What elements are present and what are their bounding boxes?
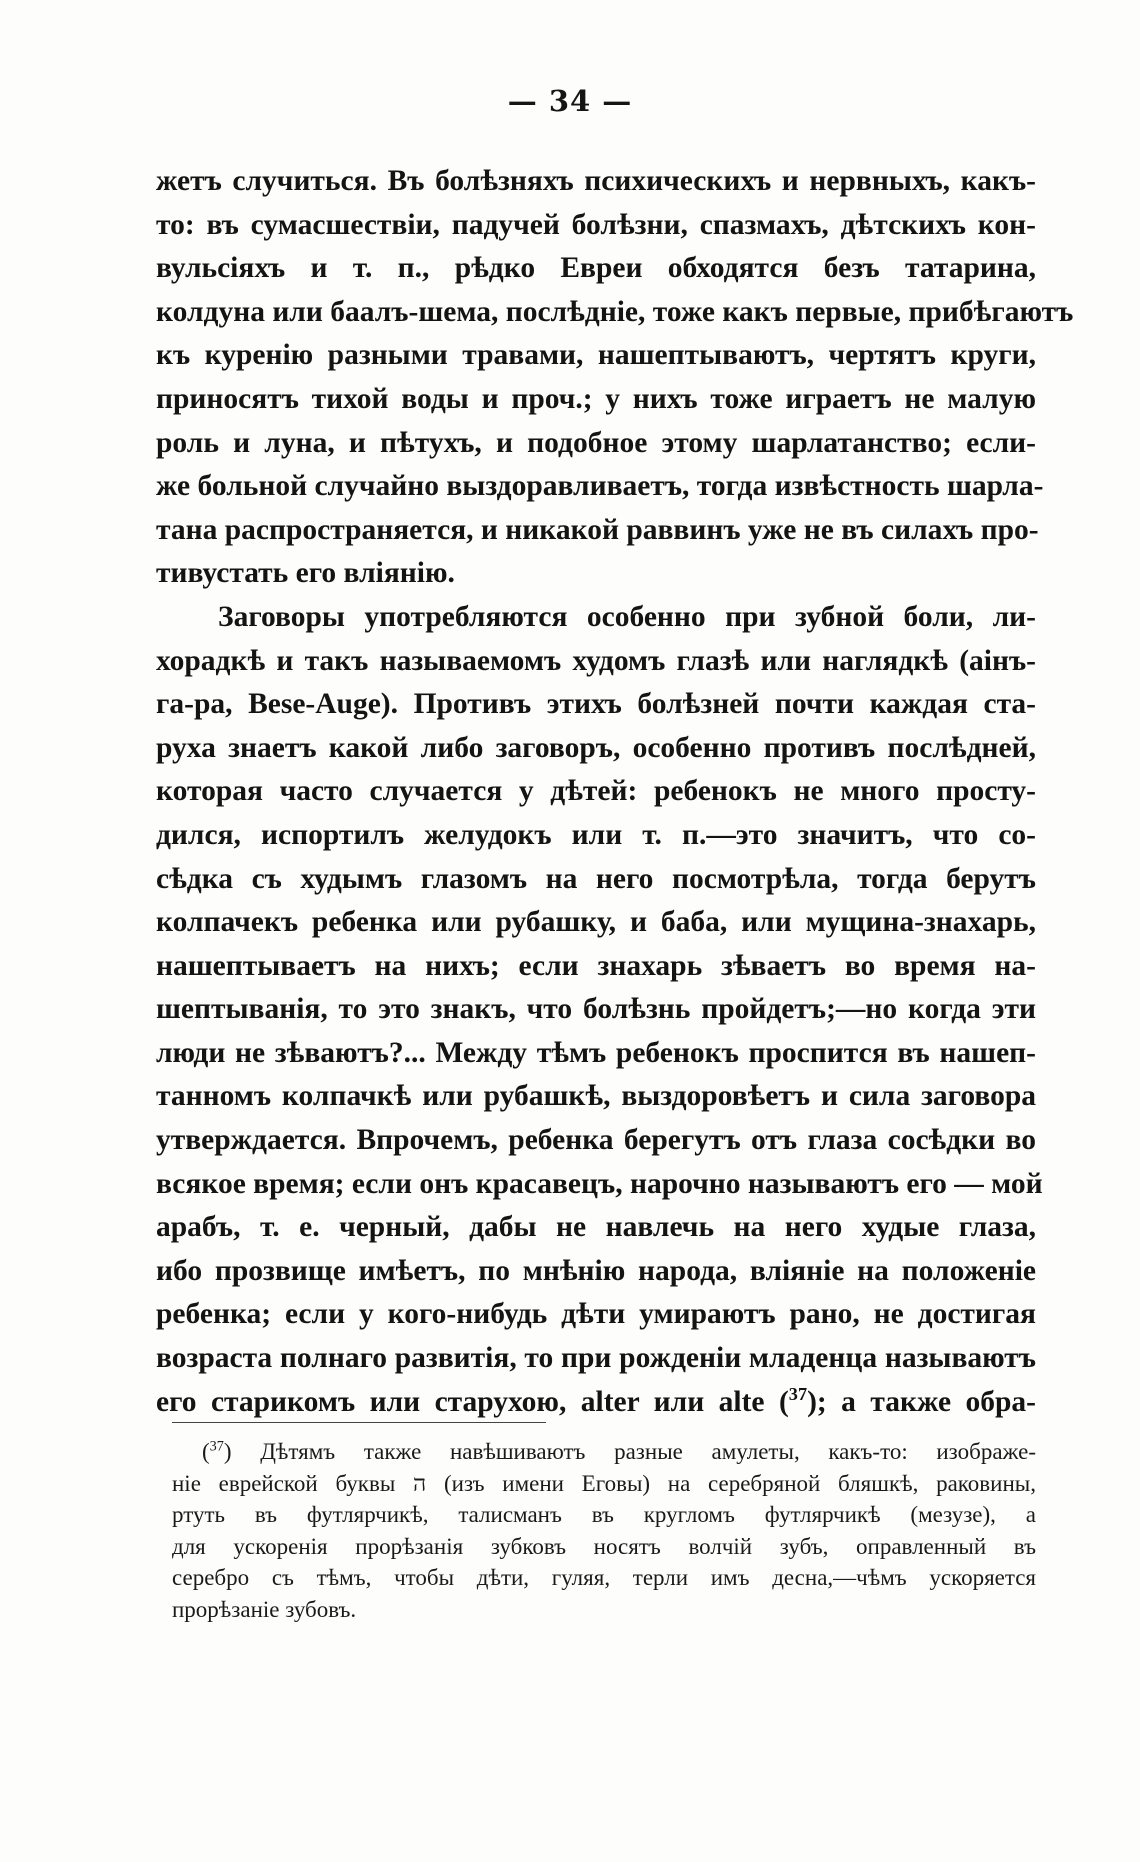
footnote-line: для ускоренія прорѣзанія зубковъ носятъ волчій зубъ, оправленный въ <box>172 1533 1036 1559</box>
text-line: Заговоры употребляются особенно при зубной боли, ли- <box>218 600 1036 633</box>
main-text <box>156 160 1074 1424</box>
text-line: сѣдка съ худымъ глазомъ на него посмотрѣла, тогда берутъ <box>156 862 1036 895</box>
text-fragment: ); а также обра- <box>807 1385 1036 1418</box>
footnote-line: ртуть въ футлярчикѣ, талисманъ въ кругломъ футлярчикѣ (мезузе), а <box>172 1502 1036 1528</box>
text-line: возраста полнаго развитія, то при рожденіи младенца называютъ <box>156 1342 1036 1375</box>
footnote-line: серебро съ тѣмъ, чтобы дѣти, гуляя, терли имъ десна,—чѣмъ ускоряется <box>172 1565 1036 1591</box>
footnote-text: ) Дѣтямъ также навѣшиваютъ разные амулеты, какъ-то: изображе- <box>223 1439 1036 1464</box>
text-line: колпачекъ ребенка или рубашку, и баба, или мущина-знахарь, <box>156 906 1036 939</box>
text-line: къ куренію разными травами, нашептываютъ, чертятъ круги, <box>156 339 1036 372</box>
page-number: — 34 — <box>507 84 633 118</box>
text-line: га-ра, Bese-Auge). Противъ этихъ болѣзней почти каждая ста- <box>156 688 1036 721</box>
text-line: тивустать его вліянію. <box>156 557 455 590</box>
footnote-reference[interactable]: 37 <box>788 1383 808 1404</box>
text-line: хорадкѣ и такъ называемомъ худомъ глазѣ или наглядкѣ (аінъ- <box>156 644 1036 677</box>
text-line: руха знаетъ какой либо заговоръ, особенно противъ послѣдней, <box>156 731 1036 764</box>
text-line: же больной случайно выздоравливаетъ, тогда извѣстность шарла- <box>156 470 1044 503</box>
text-line: вульсіяхъ и т. п., рѣдко Евреи обходятся безъ татарина, <box>156 252 1036 285</box>
text-line: люди не зѣваютъ?... Между тѣмъ ребенокъ проспится въ нашеп- <box>156 1036 1036 1069</box>
text-line: ибо прозвище имѣетъ, по мнѣнію народа, вліяніе на положеніе <box>156 1254 1036 1287</box>
text-line: шептыванія, то это знакъ, что болѣзнь пройдетъ;—но когда эти <box>156 993 1036 1026</box>
text-line: всякое время; если онъ красавецъ, нарочно называютъ его — мой <box>156 1167 1043 1200</box>
text-fragment: его старикомъ или старухою, alter или alte ( <box>156 1385 789 1418</box>
text-line: которая часто случается у дѣтей: ребенокъ не много просту- <box>156 775 1036 808</box>
text-line: утверждается. Впрочемъ, ребенка берегутъ отъ глаза сосѣдки во <box>156 1124 1036 1157</box>
footnote-divider <box>172 1422 546 1423</box>
text-line: жетъ случиться. Въ болѣзняхъ психическихъ и нервныхъ, какъ- <box>156 165 1036 197</box>
text-line-with-footnote-ref <box>156 1381 1036 1425</box>
text-line: приносятъ тихой воды и проч.; у нихъ тоже играетъ не малую <box>156 382 1036 415</box>
footnote-line: ніе еврейской буквы ה (изъ имени Еговы) на серебряной бляшкѣ, раковины, <box>172 1470 1036 1496</box>
footnote-marker: 37 <box>209 1438 224 1455</box>
text-line: тана распространяется, и никакой раввинъ уже не въ силахъ про- <box>156 513 1039 546</box>
text-line: танномъ колпачкѣ или рубашкѣ, выздоровѣетъ и сила заговора <box>156 1080 1036 1113</box>
footnote <box>172 1436 1036 1626</box>
text-line: арабъ, т. е. черный, дабы не навлечь на него худые глаза, <box>156 1211 1036 1244</box>
text-line: нашептываетъ на нихъ; если знахарь зѣваетъ во время на- <box>156 949 1036 982</box>
text-line: то: въ сумасшествіи, падучей болѣзни, спазмахъ, дѣтскихъ кон- <box>156 208 1036 241</box>
text-line: дился, испортилъ желудокъ или т. п.—это значитъ, что со- <box>156 818 1036 851</box>
text-line: ребенка; если у кого-нибудь дѣти умираютъ рано, не достигая <box>156 1298 1036 1331</box>
text-line: колдуна или баалъ-шема, послѣдніе, тоже какъ первые, прибѣгаютъ <box>156 295 1074 328</box>
footnote-line: ($^{37}$) Дѣтямъ также навѣшиваютъ разные амулеты, какъ-то: изображе- <box>202 1438 1036 1464</box>
text-line: роль и луна, и пѣтухъ, и подобное этому шарлатанство; если- <box>156 426 1036 459</box>
footnote-line: прорѣзаніе зубовъ. <box>172 1596 357 1622</box>
